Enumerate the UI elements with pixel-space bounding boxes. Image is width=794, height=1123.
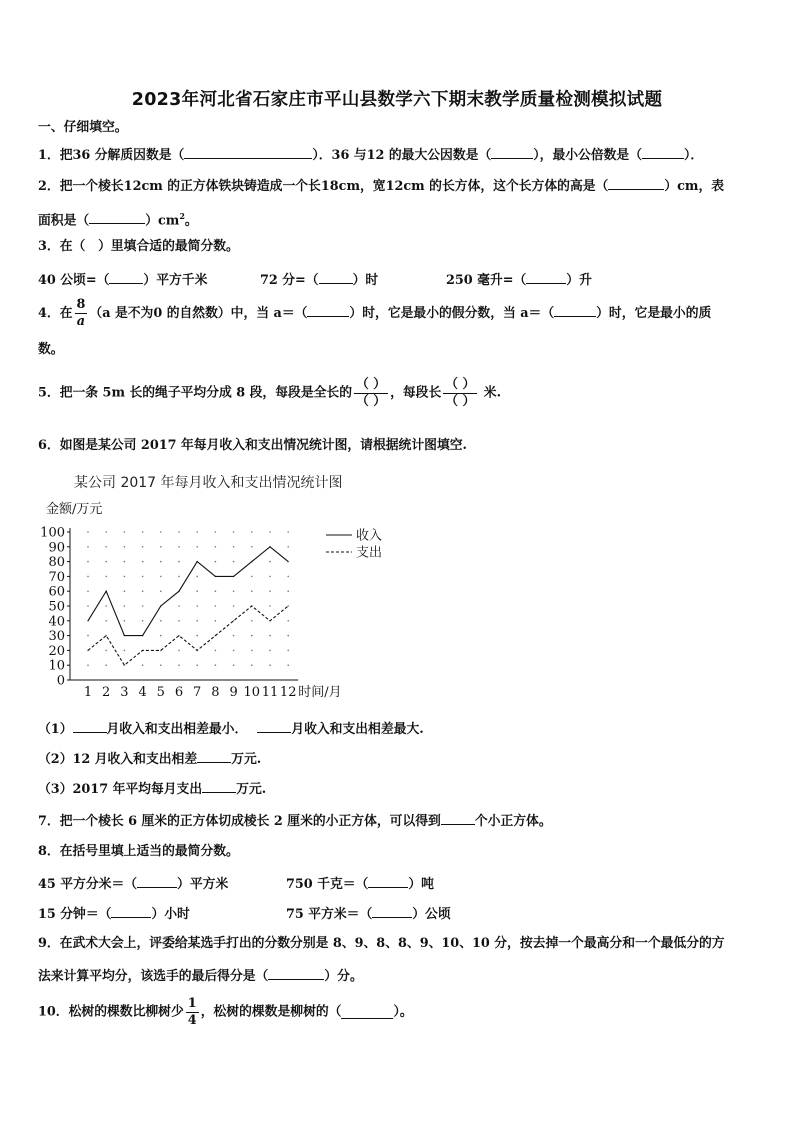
q2-text-c: 面积是（	[38, 213, 90, 229]
q7-text-b: 个小正方体。	[474, 814, 552, 829]
q10-text-c: ）。	[393, 1004, 413, 1020]
y-tick-label: 70	[48, 569, 65, 585]
grid-dot	[142, 590, 144, 592]
grid-dot	[87, 635, 89, 637]
grid-dot	[124, 650, 126, 652]
q8-item-4-a: 75 平方米＝（	[286, 907, 373, 922]
x-tick-label: 6	[174, 685, 184, 700]
grid-dot	[87, 561, 89, 563]
q6-sub-1-b: 月收入和支出相差最小．	[106, 722, 248, 737]
grid-dot	[251, 531, 253, 533]
grid-dot	[196, 531, 198, 533]
line-chart	[30, 495, 390, 707]
series-line-2	[88, 606, 288, 665]
q8-item-3-a: 15 分钟＝（	[38, 907, 112, 922]
question-5	[38, 377, 501, 410]
grid-dot	[196, 620, 198, 622]
grid-dot	[178, 531, 180, 533]
q4-fraction-den: a	[76, 314, 86, 329]
grid-dot	[160, 590, 162, 592]
grid-dot	[142, 546, 144, 548]
q2-blank-1	[608, 177, 664, 190]
q3-blank-1	[109, 271, 143, 284]
q8-item-2-a: 750 千克＝（	[286, 877, 369, 892]
q6-sub-2-b: 万元.	[231, 752, 262, 767]
grid-dot	[105, 561, 107, 563]
grid-dot	[87, 531, 89, 533]
grid-dot	[269, 635, 271, 637]
x-tick-label: 12	[279, 685, 297, 700]
section-heading: 一、仔细填空。	[38, 120, 128, 135]
y-tick-label: 80	[48, 555, 65, 571]
question-10	[38, 996, 413, 1029]
grid-dot	[233, 650, 235, 652]
grid-dot	[251, 650, 253, 652]
grid-dot	[160, 546, 162, 548]
q4-fraction	[75, 297, 88, 330]
y-axis-label: 金额/万元	[46, 502, 103, 517]
grid-dot	[142, 531, 144, 533]
q5-text-c: 米.	[479, 385, 502, 401]
q8-blank-3	[111, 905, 151, 918]
question-2-line-2	[38, 208, 198, 229]
q9-text-b: 法来计算平均分，该选手的最后得分是（	[38, 969, 269, 984]
x-tick-label: 11	[261, 685, 279, 700]
q9-blank	[268, 967, 324, 980]
grid-dot	[142, 620, 144, 622]
q4-text-d: ）时，它是最小的质	[596, 306, 712, 321]
x-tick-label: 10	[243, 685, 261, 700]
q10-text-a: 10．松树的棵数比柳树少	[38, 1004, 184, 1020]
grid-dot	[233, 590, 235, 592]
grid-dot	[124, 531, 126, 533]
q8-blank-1	[137, 875, 177, 888]
y-tick-label: 50	[48, 599, 65, 615]
q3-item-1-a: 40 公顷=（	[38, 273, 110, 288]
q6-sub-2	[38, 750, 261, 768]
q4-blank-1	[307, 304, 349, 317]
grid-dot	[160, 635, 162, 637]
q4-text-a: 4．在	[38, 306, 73, 321]
grid-dot	[287, 605, 289, 607]
q5-fraction-2-num: （ ）	[445, 377, 476, 392]
grid-dot	[124, 576, 126, 578]
grid-dot	[269, 664, 271, 666]
question-7	[38, 812, 552, 830]
q6-sub-3-b: 万元.	[236, 782, 267, 797]
grid-dot	[87, 664, 89, 666]
y-tick-label: 20	[48, 643, 65, 659]
question-6: 6．如图是某公司 2017 年每月收入和支出情况统计图，请根据统计图填空.	[38, 438, 467, 453]
q8-item-4-b: ）公顷	[412, 907, 451, 922]
grid-dot	[215, 546, 217, 548]
chart-title: 某公司 2017 年每月收入和支出情况统计图	[74, 475, 343, 491]
grid-dot	[178, 620, 180, 622]
q4-text-b: （a 是不为0 的自然数）中，当 a＝（	[89, 306, 308, 321]
grid-dot	[269, 576, 271, 578]
grid-dot	[105, 531, 107, 533]
q6-sub-1	[38, 720, 424, 738]
grid-dot	[251, 620, 253, 622]
series-line-1	[88, 547, 288, 636]
x-tick-label: 9	[229, 685, 238, 700]
x-tick-label: 4	[138, 685, 147, 700]
q6-sub-3-a: （3）2017 年平均每月支出	[38, 782, 203, 797]
q5-fraction-1-num: （ ）	[356, 377, 387, 392]
question-8: 8．在括号里填上适当的最简分数。	[38, 844, 239, 859]
q3-item-1	[38, 271, 207, 289]
q8-item-2-b: ）吨	[408, 877, 434, 892]
grid-dot	[196, 635, 198, 637]
grid-dot	[105, 605, 107, 607]
y-tick-label: 60	[48, 584, 65, 600]
grid-dot	[287, 546, 289, 548]
q1-blank-1	[184, 146, 312, 159]
grid-dot	[160, 531, 162, 533]
grid-dot	[178, 664, 180, 666]
x-tick-label: 7	[193, 685, 202, 700]
grid-dot	[124, 546, 126, 548]
q4-fraction-num: 8	[76, 297, 86, 312]
grid-dot	[215, 590, 217, 592]
q2-text-d: ）cm	[145, 213, 180, 229]
grid-dot	[287, 664, 289, 666]
grid-dot	[105, 620, 107, 622]
q5-text-a: 5．把一条 5m 长的绳子平均分成 8 段，每段是全长的	[38, 385, 353, 401]
grid-dot	[287, 620, 289, 622]
q2-text-a: 2．把一个棱长12cm 的正方体铁块铸造成一个长18cm，宽12cm 的长方体，这个长方体的高是（	[38, 179, 609, 194]
q3-item-1-b: ）平方千米	[143, 273, 208, 288]
grid-dot	[287, 531, 289, 533]
q8-blank-2	[368, 875, 408, 888]
grid-dot	[215, 650, 217, 652]
q10-fraction-num: 1	[187, 996, 197, 1011]
question-1	[38, 146, 703, 164]
grid-dot	[215, 561, 217, 563]
q9-text-c: ）分。	[324, 969, 363, 984]
y-tick-label: 0	[56, 673, 65, 689]
grid-dot	[251, 546, 253, 548]
grid-dot	[251, 576, 253, 578]
y-tick-label: 40	[48, 614, 65, 630]
q6-blank-2	[257, 720, 291, 733]
grid-dot	[233, 546, 235, 548]
q3-item-3	[446, 271, 592, 289]
grid-dot	[160, 664, 162, 666]
question-9-line-2	[38, 967, 363, 985]
q3-item-3-b: ）升	[566, 273, 592, 288]
q3-item-2-b: ）时	[352, 273, 379, 288]
y-tick-label: 30	[48, 629, 65, 645]
grid-dot	[142, 605, 144, 607]
grid-dot	[142, 576, 144, 578]
grid-dot	[287, 590, 289, 592]
q3-item-2-a: 72 分=（	[260, 273, 319, 288]
q2-blank-2	[89, 211, 145, 224]
grid-dot	[178, 576, 180, 578]
grid-dot	[215, 620, 217, 622]
grid-dot	[251, 664, 253, 666]
x-tick-label: 8	[211, 685, 220, 700]
page-title: 2023年河北省石家庄市平山县数学六下期末教学质量检测模拟试题	[131, 90, 663, 110]
grid-dot	[196, 664, 198, 666]
q10-fraction	[186, 996, 199, 1029]
question-9-line-1: 9．在武术大会上，评委给某选手打出的分数分别是 8、9、8、8、9、10、10 分，按去掉一个最高分和一个最低分的方	[38, 936, 725, 951]
grid-dot	[269, 590, 271, 592]
q5-fraction-2-den: （ ）	[445, 394, 476, 409]
grid-dot	[269, 605, 271, 607]
q8-item-3-b: ）小时	[151, 907, 190, 922]
grid-dot	[269, 561, 271, 563]
q8-item-1-b: ）平方米	[177, 877, 229, 892]
grid-dot	[178, 546, 180, 548]
q6-sub-2-a: （2）12 月收入和支出相差	[38, 752, 198, 767]
grid-dot	[105, 576, 107, 578]
x-tick-label: 1	[83, 685, 93, 700]
grid-dot	[105, 650, 107, 652]
grid-dot	[287, 576, 289, 578]
q5-fraction-1-den: （ ）	[356, 394, 387, 409]
q3-blank-3	[526, 271, 566, 284]
y-tick-label: 10	[48, 658, 65, 674]
grid-dot	[87, 590, 89, 592]
grid-dot	[269, 531, 271, 533]
grid-dot	[178, 561, 180, 563]
x-tick-label: 3	[120, 685, 129, 700]
grid-dot	[196, 590, 198, 592]
grid-dot	[124, 590, 126, 592]
x-axis-label: 时间/月	[298, 685, 342, 700]
q4-blank-2	[554, 304, 596, 317]
q6-blank-3	[197, 750, 231, 763]
q6-sub-3	[38, 780, 266, 798]
q8-blank-4	[372, 905, 412, 918]
q1-text-b: ）．36 与12 的最大公因数是（	[312, 148, 492, 163]
grid-dot	[233, 605, 235, 607]
x-tick-label: 5	[156, 685, 165, 700]
q2-text-b: ）cm，表	[664, 179, 725, 194]
q3-blank-2	[319, 271, 353, 284]
q1-text-d: ）．	[684, 148, 704, 163]
grid-dot	[142, 561, 144, 563]
grid-dot	[251, 635, 253, 637]
grid-dot	[160, 576, 162, 578]
grid-dot	[142, 664, 144, 666]
grid-dot	[124, 605, 126, 607]
x-tick-label: 2	[102, 685, 111, 700]
q2-superscript: 2	[179, 211, 185, 221]
q10-blank	[341, 1006, 393, 1019]
q8-item-1	[38, 875, 228, 893]
y-tick-label: 90	[48, 540, 65, 556]
q6-sub-1-c: 月收入和支出相差最大.	[291, 722, 424, 737]
question-3: 3．在（ ）里填合适的最简分数。	[38, 239, 239, 254]
grid-dot	[233, 561, 235, 563]
legend-label-2: 支出	[356, 545, 383, 561]
q10-fraction-den: 4	[187, 1013, 197, 1028]
q8-item-4	[286, 905, 451, 923]
grid-dot	[160, 561, 162, 563]
grid-dot	[124, 561, 126, 563]
q1-text-a: 1．把36 分解质因数是（	[38, 148, 185, 163]
q7-blank	[441, 812, 475, 825]
grid-dot	[287, 635, 289, 637]
q6-blank-4	[202, 780, 236, 793]
q1-text-c: ），最小公倍数是（	[533, 148, 643, 163]
q8-item-3	[38, 905, 190, 923]
q1-blank-3	[642, 146, 684, 159]
grid-dot	[233, 664, 235, 666]
q2-text-e: 。	[184, 213, 198, 229]
q6-blank-1	[73, 720, 107, 733]
question-4-line-2: 数。	[38, 342, 64, 357]
grid-dot	[196, 576, 198, 578]
grid-dot	[269, 650, 271, 652]
y-tick-label: 100	[40, 525, 65, 541]
grid-dot	[87, 576, 89, 578]
grid-dot	[105, 664, 107, 666]
grid-dot	[196, 546, 198, 548]
q3-item-2	[260, 271, 378, 289]
q4-text-c: ）时，它是最小的假分数，当 a＝（	[349, 306, 555, 321]
grid-dot	[124, 620, 126, 622]
grid-dot	[251, 590, 253, 592]
question-2-line-1	[38, 177, 724, 195]
grid-dot	[178, 605, 180, 607]
q5-text-b: ，每段长	[390, 385, 442, 401]
grid-dot	[87, 546, 89, 548]
q8-item-1-a: 45 平方分米＝（	[38, 877, 138, 892]
q7-text-a: 7．把一个棱长 6 厘米的正方体切成棱长 2 厘米的小正方体，可以得到	[38, 814, 441, 829]
q10-text-b: ，松树的棵数是柳树的（	[200, 1004, 342, 1020]
grid-dot	[215, 605, 217, 607]
grid-dot	[287, 650, 289, 652]
q5-fraction-2	[443, 377, 477, 410]
grid-dot	[87, 605, 89, 607]
grid-dot	[215, 664, 217, 666]
grid-dot	[160, 620, 162, 622]
question-4-line-1	[38, 297, 711, 330]
legend-label-1: 收入	[356, 528, 383, 544]
q1-blank-2	[491, 146, 533, 159]
grid-dot	[233, 635, 235, 637]
grid-dot	[105, 546, 107, 548]
grid-dot	[215, 531, 217, 533]
grid-dot	[178, 650, 180, 652]
q6-sub-1-a: （1）	[38, 722, 73, 737]
q5-fraction-1	[354, 377, 388, 410]
grid-dot	[233, 531, 235, 533]
q8-item-2	[286, 875, 434, 893]
grid-dot	[196, 605, 198, 607]
q3-item-3-a: 250 毫升=（	[446, 273, 527, 288]
